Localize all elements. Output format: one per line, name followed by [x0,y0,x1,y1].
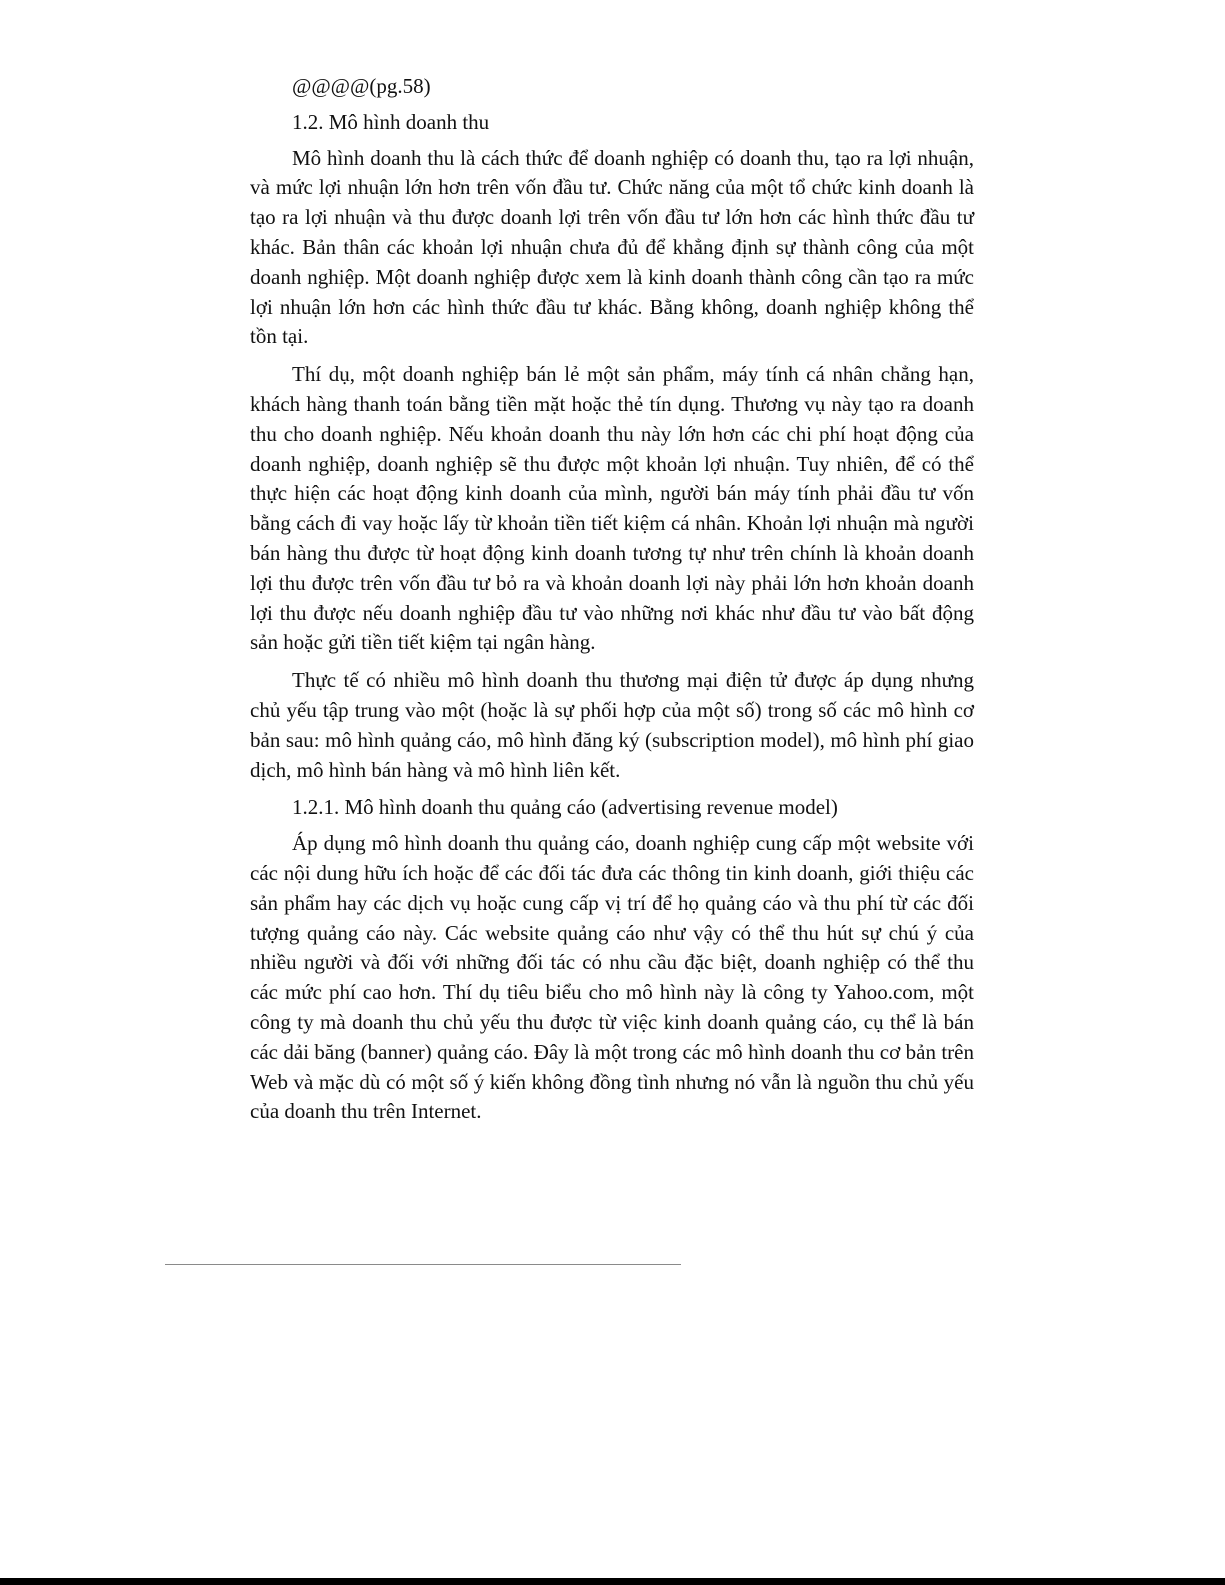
paragraph-revenue-model-definition: Mô hình doanh thu là cách thức để doanh nghiệp có doanh thu, tạo ra lợi nhuận, và mức lợi nhuận lớn hơn trên vốn đầu tư. Chức năng của một tổ chức kinh doanh là tạo ra lợi nhuận và thu được doanh lợi trên vốn đầu tư lớn hơn các hình thức đầu tư khác. Bản thân các khoản lợi nhuận chưa đủ để khẳng định sự thành công của một doanh nghiệp. Một doanh nghiệp được xem là kinh doanh thành công cần tạo ra mức lợi nhuận lớn hơn các hình thức đầu tư khác. Bằng không, doanh nghiệp không thể tồn tại. [250,145,974,349]
page-content [250,72,974,1135]
subsection-heading: 1.2.1. Mô hình doanh thu quảng cáo (advertising revenue model) [292,795,838,820]
paragraph-retail-example: Thí dụ, một doanh nghiệp bán lẻ một sản phẩm, máy tính cá nhân chẳng hạn, khách hàng thanh toán bằng tiền mặt hoặc thẻ tín dụng. Thương vụ này tạo ra doanh thu cho doanh nghiệp. Nếu khoản doanh thu này lớn hơn các chi phí hoạt động của doanh nghiệp, doanh nghiệp sẽ thu được một khoản lợi nhuận. Tuy nhiên, để có thể thực hiện các hoạt động kinh doanh của mình, người bán máy tính phải đầu tư vốn bằng cách đi vay hoặc lấy từ khoản tiền tiết kiệm cá nhân. Khoản lợi nhuận mà người bán hàng thu được từ hoạt động kinh doanh tương tự như trên chính là khoản doanh lợi thu được trên vốn đầu tư bỏ ra và khoản doanh lợi này phải lớn hơn khoản doanh lợi thu được nếu doanh nghiệp đầu tư vào những nơi khác như đầu tư vào bất động sản hoặc gửi tiền tiết kiệm tại ngân hàng. [250,362,974,655]
section-heading: 1.2. Mô hình doanh thu [292,109,490,134]
page-bottom-border [0,1578,1225,1585]
page-reference-line: @@@@(pg.58) [292,74,431,98]
paragraph-advertising-model: Áp dụng mô hình doanh thu quảng cáo, doanh nghiệp cung cấp một website với các nội dung hữu ích hoặc để các đối tác đưa các thông tin kinh doanh, giới thiệu các sản phẩm hay các dịch vụ hoặc cung cấp vị trí để họ quảng cáo và thu phí từ các đối tượng quảng cáo này. Các website quảng cáo như vậy có thể thu hút sự chú ý của nhiều người và đối với những đối tác có nhu cầu đặc biệt, doanh nghiệp có thể thu các mức phí cao hơn. Thí dụ tiêu biểu cho mô hình này là công ty Yahoo.com, một công ty mà doanh thu chủ yếu thu được từ việc kinh doanh quảng cáo, cụ thể là bán các dải băng (banner) quảng cáo. Đây là một trong các mô hình doanh thu cơ bản trên Web và mặc dù có một số ý kiến không đồng tình nhưng nó vẫn là nguồn thu chủ yếu của doanh thu trên Internet. [250,831,974,1124]
footnote-separator [165,1264,681,1265]
paragraph-model-types: Thực tế có nhiều mô hình doanh thu thương mại điện tử được áp dụng nhưng chủ yếu tập trung vào một (hoặc là sự phối hợp của một số) trong số các mô hình cơ bản sau: mô hình quảng cáo, mô hình đăng ký (subscription model), mô hình phí giao dịch, mô hình bán hàng và mô hình liên kết. [250,668,974,782]
